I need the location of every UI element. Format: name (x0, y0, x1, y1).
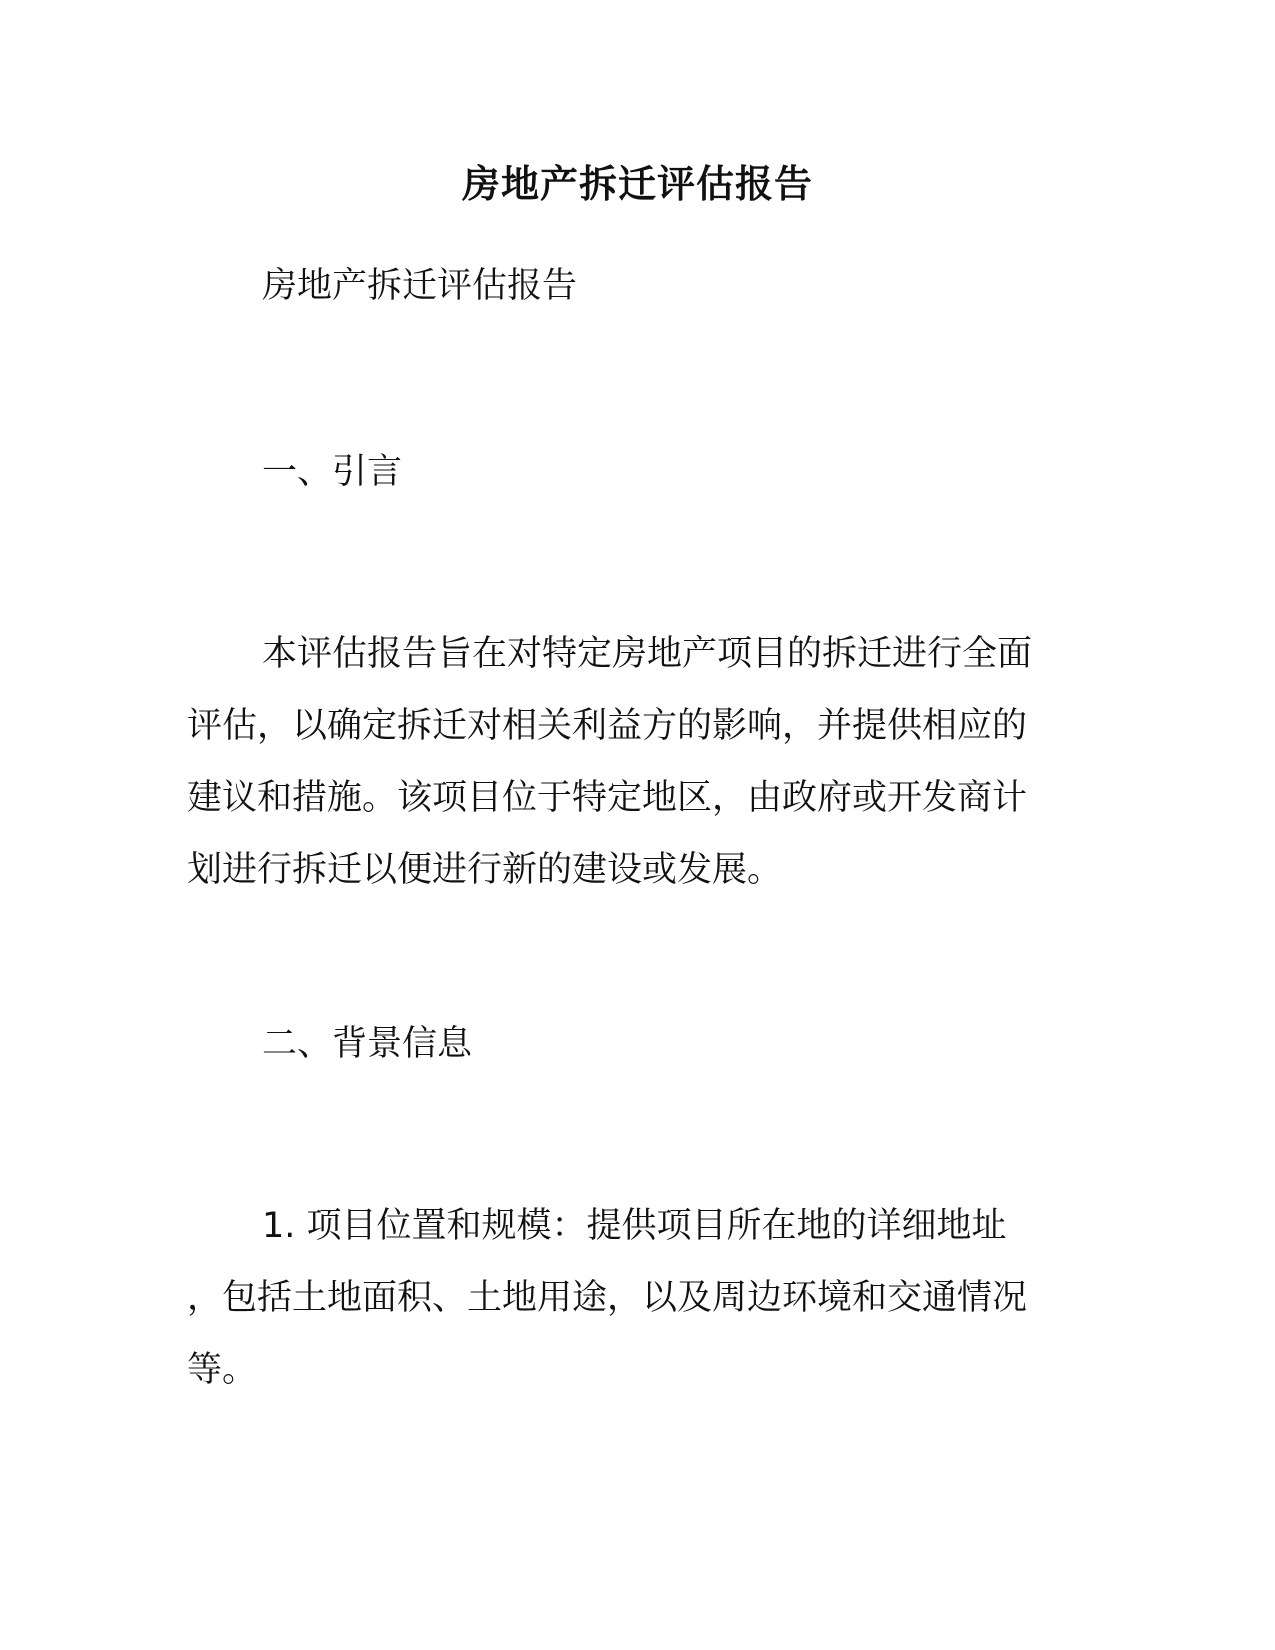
section-heading-introduction: 一、引言 (262, 452, 403, 492)
paragraph-line: 本评估报告旨在对特定房地产项目的拆迁进行全面 (262, 634, 1033, 674)
list-item-line: 1. 项目位置和规模：提供项目所在地的详细地址 (262, 1206, 1007, 1246)
list-item-line: ，包括土地面积、土地用途，以及周边环境和交通情况 (187, 1278, 1028, 1318)
paragraph-line: 建议和措施。该项目位于特定地区，由政府或开发商计 (187, 778, 1028, 818)
paragraph-line: 评估，以确定拆迁对相关利益方的影响，并提供相应的 (187, 706, 1028, 746)
list-item-line: 等。 (187, 1350, 258, 1390)
document-subtitle: 房地产拆迁评估报告 (262, 266, 578, 306)
section-heading-background: 二、背景信息 (262, 1024, 473, 1064)
paragraph-line: 划进行拆迁以便进行新的建设或发展。 (187, 850, 783, 890)
document-title: 房地产拆迁评估报告 (461, 162, 813, 206)
